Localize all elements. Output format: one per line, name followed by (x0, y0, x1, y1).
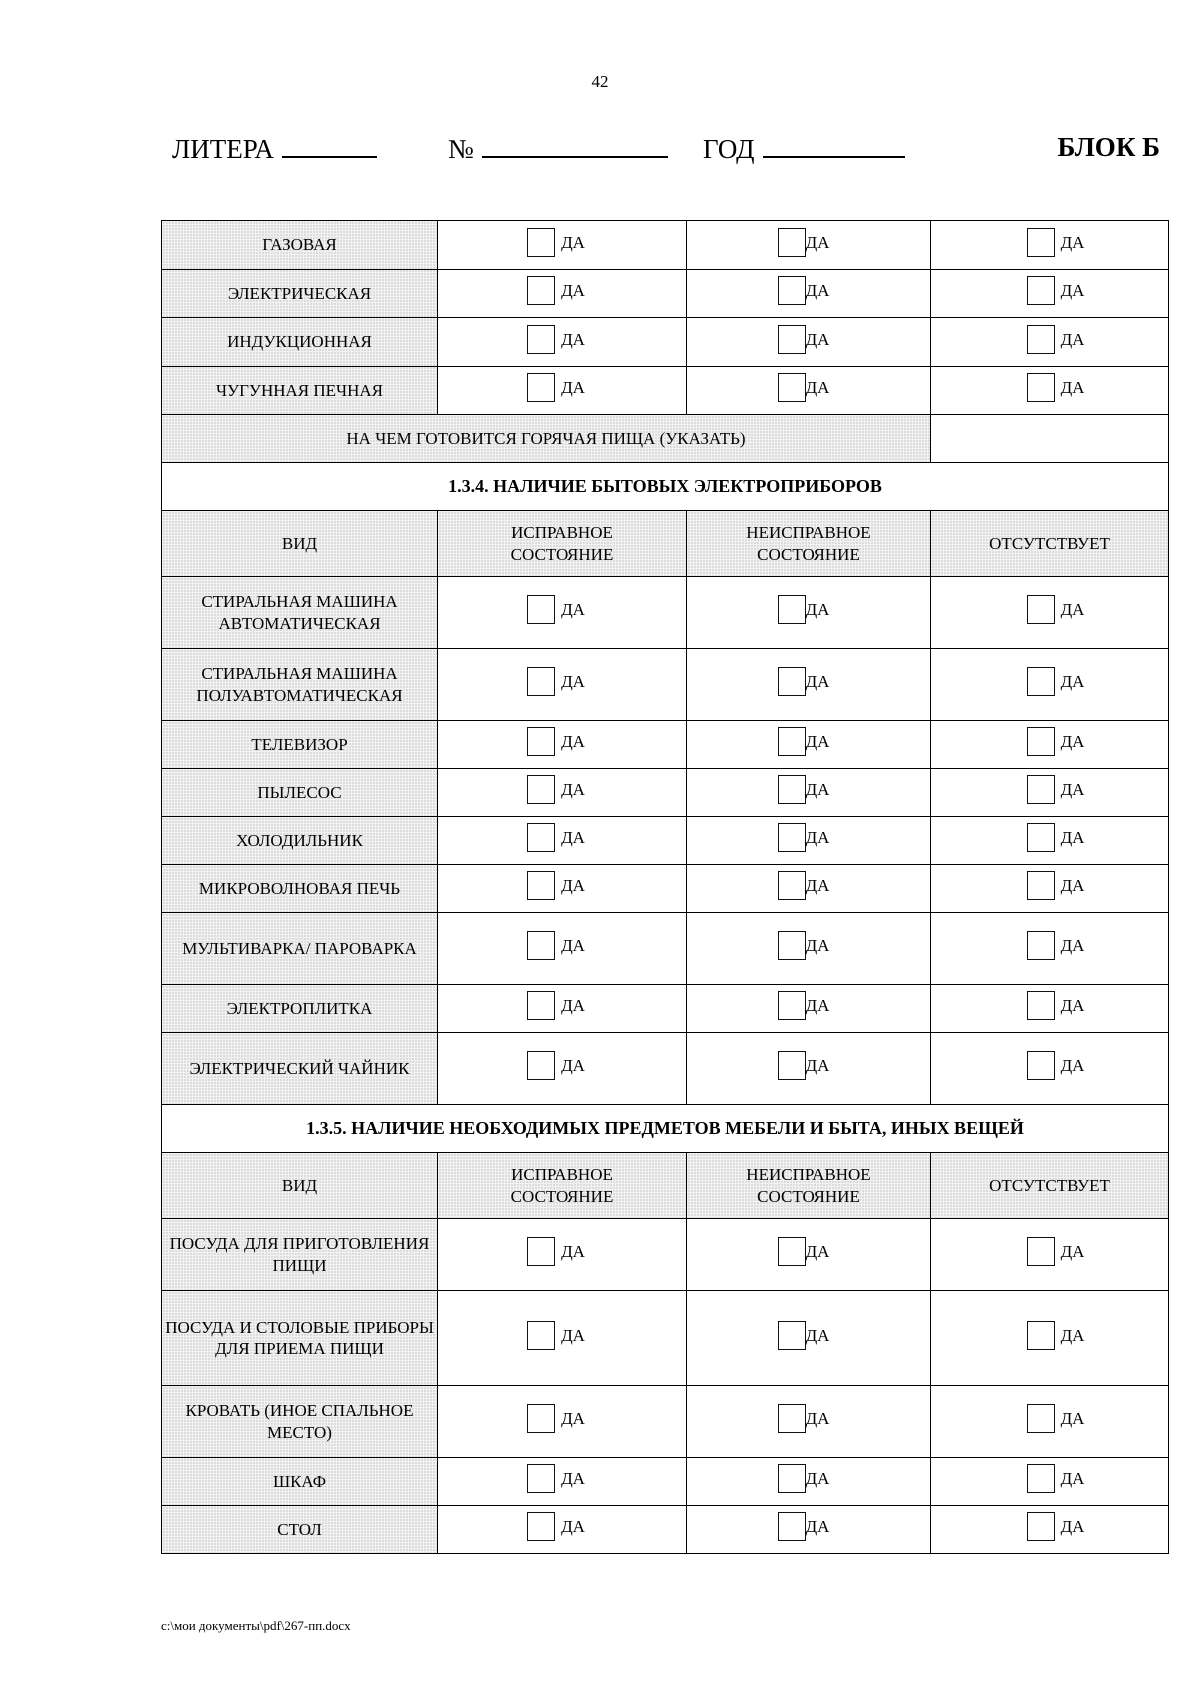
yes-checkbox[interactable] (1027, 1051, 1085, 1080)
table-row (162, 913, 1169, 985)
form-header (172, 132, 1172, 172)
table-row (162, 1458, 1169, 1506)
column-header-broken-line2: СОСТОЯНИЕ (757, 544, 860, 564)
yes-checkbox[interactable] (1027, 1237, 1085, 1266)
yes-label: ДА (805, 996, 830, 1016)
checkbox-square[interactable] (527, 228, 555, 257)
checkbox-square[interactable] (778, 727, 806, 756)
yes-label: ДА (805, 1056, 830, 1076)
inspection-form-table (161, 220, 1169, 1554)
checkbox-square[interactable] (527, 871, 555, 900)
column-header-working-line2: СОСТОЯНИЕ (510, 544, 614, 564)
yes-label: ДА (805, 378, 830, 397)
checkbox-square[interactable] (527, 931, 555, 960)
year-blank[interactable] (763, 132, 905, 158)
yes-label: ДА (561, 828, 585, 848)
checkbox-square[interactable] (1027, 325, 1055, 354)
broken-cell (687, 318, 931, 367)
table-row (162, 269, 1169, 318)
yes-checkbox[interactable] (778, 727, 830, 756)
yes-label: ДА (805, 732, 830, 752)
checkbox-square[interactable] (1027, 276, 1055, 305)
working-cell (438, 366, 687, 415)
yes-checkbox[interactable] (778, 1237, 830, 1266)
checkbox-square[interactable] (1027, 1051, 1055, 1080)
table-row (162, 985, 1169, 1033)
absent-cell (931, 1291, 1169, 1386)
broken-cell (687, 817, 931, 865)
table-row (162, 649, 1169, 721)
yes-label: ДА (561, 600, 585, 620)
yes-checkbox[interactable] (778, 1051, 830, 1080)
checkbox-square[interactable] (778, 667, 806, 696)
yes-checkbox[interactable] (778, 373, 830, 402)
yes-label: ДА (805, 1517, 830, 1537)
table-row (162, 221, 1169, 270)
yes-checkbox[interactable] (527, 1464, 585, 1493)
yes-checkbox[interactable] (527, 325, 585, 354)
yes-label: ДА (1060, 1056, 1085, 1076)
yes-label: ДА (561, 1056, 585, 1076)
yes-checkbox[interactable] (1027, 1404, 1085, 1433)
working-cell (438, 1033, 687, 1105)
checkbox-square[interactable] (778, 871, 806, 900)
litera-field (172, 132, 377, 165)
checkbox-square[interactable] (1027, 373, 1055, 402)
absent-cell (931, 1458, 1169, 1506)
table-row (162, 865, 1169, 913)
item-label: ХОЛОДИЛЬНИК (162, 817, 438, 865)
yes-checkbox[interactable] (778, 1404, 830, 1433)
checkbox-square[interactable] (1027, 667, 1055, 696)
item-label: ГАЗОВАЯ (162, 221, 438, 270)
checkbox-square[interactable] (778, 991, 806, 1020)
absent-cell (931, 269, 1169, 318)
checkbox-square[interactable] (527, 1404, 555, 1433)
broken-cell (687, 577, 931, 649)
yes-checkbox[interactable] (778, 1464, 830, 1493)
column-header-broken-line1: НЕИСПРАВНОЕ (746, 523, 871, 543)
yes-label: ДА (561, 672, 585, 692)
broken-cell (687, 1458, 931, 1506)
yes-checkbox[interactable] (527, 373, 585, 402)
yes-checkbox[interactable] (778, 931, 830, 960)
checkbox-square[interactable] (527, 373, 555, 402)
item-label: СТОЛ (162, 1506, 438, 1554)
yes-label: ДА (561, 378, 585, 397)
section-title: 1.3.5. НАЛИЧИЕ НЕОБХОДИМЫХ ПРЕДМЕТОВ МЕБЕЛИ И БЫТА, ИНЫХ ВЕЩЕЙ (162, 1105, 1169, 1153)
checkbox-square[interactable] (1027, 991, 1055, 1020)
yes-label: ДА (561, 329, 585, 349)
yes-checkbox[interactable] (1027, 276, 1085, 305)
yes-checkbox[interactable] (778, 667, 830, 696)
yes-label: ДА (805, 1325, 830, 1345)
working-cell (438, 318, 687, 367)
absent-cell (931, 1033, 1169, 1105)
litera-label: ЛИТЕРА (172, 134, 274, 164)
yes-label: ДА (1060, 996, 1085, 1016)
yes-label: ДА (561, 1242, 585, 1262)
checkbox-square[interactable] (778, 931, 806, 960)
yes-checkbox[interactable] (778, 1512, 830, 1541)
absent-cell (931, 221, 1169, 270)
checkbox-square[interactable] (1027, 1464, 1055, 1493)
broken-cell (687, 1033, 931, 1105)
broken-cell (687, 1506, 931, 1554)
working-cell (438, 1386, 687, 1458)
table-row (162, 1033, 1169, 1105)
absent-cell (931, 985, 1169, 1033)
table-row (162, 366, 1169, 415)
yes-label: ДА (1060, 732, 1085, 752)
working-cell (438, 1291, 687, 1386)
broken-cell (687, 769, 931, 817)
checkbox-square[interactable] (1027, 871, 1055, 900)
yes-checkbox[interactable] (1027, 228, 1085, 257)
working-cell (438, 985, 687, 1033)
yes-checkbox[interactable] (1027, 1464, 1085, 1493)
yes-checkbox[interactable] (527, 1051, 585, 1080)
number-label: № (448, 134, 474, 164)
absent-cell (931, 318, 1169, 367)
absent-cell (931, 817, 1169, 865)
form-body (162, 221, 1169, 1554)
yes-checkbox[interactable] (778, 325, 830, 354)
column-header-working (438, 511, 687, 577)
column-header-broken-line1: НЕИСПРАВНОЕ (746, 1165, 871, 1185)
checkbox-square[interactable] (527, 823, 555, 852)
yes-checkbox[interactable] (527, 823, 585, 852)
checkbox-square[interactable] (527, 991, 555, 1020)
item-label: МУЛЬТИВАРКА/ ПАРОВАРКА (162, 913, 438, 985)
yes-label: ДА (1060, 1325, 1085, 1345)
checkbox-square[interactable] (778, 1051, 806, 1080)
broken-cell (687, 649, 931, 721)
checkbox-square[interactable] (527, 325, 555, 354)
checkbox-square[interactable] (778, 823, 806, 852)
working-cell (438, 817, 687, 865)
absent-cell (931, 769, 1169, 817)
yes-checkbox[interactable] (778, 991, 830, 1020)
broken-cell (687, 1219, 931, 1291)
column-header-working (438, 1153, 687, 1219)
yes-checkbox[interactable] (778, 276, 830, 305)
yes-checkbox[interactable] (527, 727, 585, 756)
yes-label: ДА (1060, 1409, 1085, 1429)
table-row (162, 1386, 1169, 1458)
yes-label: ДА (561, 1409, 585, 1429)
broken-cell (687, 269, 931, 318)
broken-cell (687, 221, 931, 270)
section-134-title-row (162, 463, 1169, 511)
yes-checkbox[interactable] (527, 667, 585, 696)
checkbox-square[interactable] (527, 595, 555, 624)
yes-label: ДА (1060, 329, 1085, 349)
working-cell (438, 913, 687, 985)
footer-file-path: c:\мои документы\pdf\267-пп.docx (161, 1618, 351, 1633)
yes-label: ДА (561, 281, 585, 300)
yes-checkbox[interactable] (778, 595, 830, 624)
yes-label: ДА (1060, 600, 1085, 620)
yes-checkbox[interactable] (1027, 775, 1085, 804)
yes-checkbox[interactable] (527, 595, 585, 624)
block-label: БЛОК Б (1057, 132, 1160, 162)
absent-cell (931, 1506, 1169, 1554)
column-header-working-line1: ИСПРАВНОЕ (511, 1165, 613, 1185)
yes-checkbox[interactable] (1027, 871, 1085, 900)
column-header-broken (687, 511, 931, 577)
yes-label: ДА (561, 732, 585, 752)
yes-label: ДА (1060, 828, 1085, 848)
checkbox-square[interactable] (1027, 1237, 1055, 1266)
litera-blank[interactable] (282, 132, 377, 158)
checkbox-square[interactable] (1027, 595, 1055, 624)
absent-cell (931, 913, 1169, 985)
checkbox-square[interactable] (1027, 775, 1055, 804)
item-label: ИНДУКЦИОННАЯ (162, 318, 438, 367)
checkbox-square[interactable] (778, 1237, 806, 1266)
yes-label: ДА (1060, 672, 1085, 692)
column-header-row (162, 511, 1169, 577)
yes-checkbox[interactable] (778, 228, 830, 257)
checkbox-square[interactable] (1027, 1321, 1055, 1350)
working-cell (438, 269, 687, 318)
year-field (703, 132, 905, 165)
yes-label: ДА (1060, 1242, 1085, 1262)
hot-food-question: НА ЧЕМ ГОТОВИТСЯ ГОРЯЧАЯ ПИЩА (УКАЗАТЬ) (162, 415, 931, 463)
absent-cell (931, 1386, 1169, 1458)
yes-label: ДА (1060, 1469, 1085, 1489)
checkbox-square[interactable] (1027, 727, 1055, 756)
checkbox-square[interactable] (1027, 823, 1055, 852)
column-header-row (162, 1153, 1169, 1219)
number-blank[interactable] (482, 132, 668, 158)
yes-label: ДА (561, 1325, 585, 1345)
item-label: ЭЛЕКТРИЧЕСКАЯ (162, 269, 438, 318)
working-cell (438, 1458, 687, 1506)
yes-label: ДА (805, 672, 830, 692)
yes-checkbox[interactable] (527, 931, 585, 960)
yes-checkbox[interactable] (1027, 991, 1085, 1020)
yes-checkbox[interactable] (1027, 373, 1085, 402)
working-cell (438, 865, 687, 913)
item-label: ПЫЛЕСОС (162, 769, 438, 817)
yes-label: ДА (561, 996, 585, 1016)
broken-cell (687, 913, 931, 985)
yes-checkbox[interactable] (778, 871, 830, 900)
hot-food-row (162, 415, 1169, 463)
checkbox-square[interactable] (527, 1512, 555, 1541)
item-label: ПОСУДА И СТОЛОВЫЕ ПРИБОРЫ ДЛЯ ПРИЕМА ПИЩИ (162, 1291, 438, 1386)
absent-cell (931, 721, 1169, 769)
yes-checkbox[interactable] (1027, 727, 1085, 756)
table-row (162, 769, 1169, 817)
table-row (162, 817, 1169, 865)
working-cell (438, 649, 687, 721)
checkbox-square[interactable] (778, 1404, 806, 1433)
yes-checkbox[interactable] (1027, 325, 1085, 354)
checkbox-square[interactable] (778, 373, 806, 402)
checkbox-square[interactable] (527, 1237, 555, 1266)
working-cell (438, 769, 687, 817)
yes-label: ДА (805, 281, 830, 300)
checkbox-square[interactable] (778, 276, 806, 305)
yes-label: ДА (805, 876, 830, 896)
item-label: МИКРОВОЛНОВАЯ ПЕЧЬ (162, 865, 438, 913)
yes-label: ДА (1060, 378, 1085, 397)
checkbox-square[interactable] (1027, 1512, 1055, 1541)
yes-label: ДА (561, 232, 585, 252)
checkbox-square[interactable] (527, 775, 555, 804)
yes-label: ДА (805, 1409, 830, 1429)
column-header-type: ВИД (162, 1153, 438, 1219)
checkbox-square[interactable] (527, 1321, 555, 1350)
absent-cell (931, 865, 1169, 913)
checkbox-square[interactable] (527, 1464, 555, 1493)
yes-label: ДА (805, 780, 830, 800)
yes-label: ДА (805, 936, 830, 956)
yes-label: ДА (805, 828, 830, 848)
table-row (162, 577, 1169, 649)
broken-cell (687, 865, 931, 913)
yes-label: ДА (1060, 281, 1085, 300)
column-header-working-line1: ИСПРАВНОЕ (511, 523, 613, 543)
checkbox-square[interactable] (778, 1464, 806, 1493)
checkbox-square[interactable] (778, 1321, 806, 1350)
column-header-absent: ОТСУТСТВУЕТ (931, 1153, 1169, 1219)
column-header-type: ВИД (162, 511, 438, 577)
table-row (162, 1291, 1169, 1386)
yes-checkbox[interactable] (1027, 1321, 1085, 1350)
yes-label: ДА (1060, 1517, 1085, 1537)
yes-label: ДА (561, 876, 585, 896)
broken-cell (687, 985, 931, 1033)
yes-label: ДА (805, 1469, 830, 1489)
checkbox-square[interactable] (778, 595, 806, 624)
yes-checkbox[interactable] (527, 228, 585, 257)
hot-food-answer-field[interactable] (931, 415, 1169, 463)
column-header-broken-line2: СОСТОЯНИЕ (757, 1186, 860, 1206)
working-cell (438, 1219, 687, 1291)
absent-cell (931, 1219, 1169, 1291)
yes-label: ДА (805, 232, 830, 252)
checkbox-square[interactable] (778, 775, 806, 804)
yes-label: ДА (1060, 232, 1085, 252)
column-header-absent: ОТСУТСТВУЕТ (931, 511, 1169, 577)
column-header-broken (687, 1153, 931, 1219)
absent-cell (931, 366, 1169, 415)
item-label: СТИРАЛЬНАЯ МАШИНА ПОЛУАВТОМАТИЧЕСКАЯ (162, 649, 438, 721)
working-cell (438, 577, 687, 649)
yes-label: ДА (1060, 936, 1085, 956)
broken-cell (687, 721, 931, 769)
working-cell (438, 1506, 687, 1554)
table-row (162, 721, 1169, 769)
broken-cell (687, 366, 931, 415)
yes-checkbox[interactable] (527, 1512, 585, 1541)
section-title: 1.3.4. НАЛИЧИЕ БЫТОВЫХ ЭЛЕКТРОПРИБОРОВ (162, 463, 1169, 511)
section-135-title-row (162, 1105, 1169, 1153)
absent-cell (931, 649, 1169, 721)
checkbox-square[interactable] (527, 276, 555, 305)
checkbox-square[interactable] (527, 667, 555, 696)
yes-checkbox[interactable] (527, 1237, 585, 1266)
yes-checkbox[interactable] (527, 1321, 585, 1350)
yes-checkbox[interactable] (527, 775, 585, 804)
yes-label: ДА (561, 1469, 585, 1489)
yes-label: ДА (1060, 876, 1085, 896)
yes-checkbox[interactable] (527, 991, 585, 1020)
item-label: ТЕЛЕВИЗОР (162, 721, 438, 769)
checkbox-square[interactable] (778, 325, 806, 354)
item-label: ЭЛЕКТРИЧЕСКИЙ ЧАЙНИК (162, 1033, 438, 1105)
item-label: СТИРАЛЬНАЯ МАШИНА АВТОМАТИЧЕСКАЯ (162, 577, 438, 649)
table-row (162, 318, 1169, 367)
yes-checkbox[interactable] (527, 871, 585, 900)
yes-checkbox[interactable] (527, 276, 585, 305)
item-label: ЧУГУННАЯ ПЕЧНАЯ (162, 366, 438, 415)
yes-label: ДА (561, 1517, 585, 1537)
item-label: ЭЛЕКТРОПЛИТКА (162, 985, 438, 1033)
year-label: ГОД (703, 134, 755, 164)
table-row (162, 1219, 1169, 1291)
yes-checkbox[interactable] (1027, 931, 1085, 960)
checkbox-square[interactable] (527, 1051, 555, 1080)
yes-checkbox[interactable] (1027, 595, 1085, 624)
yes-label: ДА (805, 329, 830, 349)
yes-checkbox[interactable] (778, 823, 830, 852)
broken-cell (687, 1386, 931, 1458)
page-number: 42 (591, 72, 609, 91)
item-label: ПОСУДА ДЛЯ ПРИГОТОВЛЕНИЯ ПИЩИ (162, 1219, 438, 1291)
yes-label: ДА (561, 780, 585, 800)
yes-label: ДА (1060, 780, 1085, 800)
broken-cell (687, 1291, 931, 1386)
checkbox-square[interactable] (778, 1512, 806, 1541)
yes-checkbox[interactable] (527, 1404, 585, 1433)
yes-checkbox[interactable] (778, 775, 830, 804)
yes-checkbox[interactable] (1027, 667, 1085, 696)
yes-checkbox[interactable] (1027, 823, 1085, 852)
yes-checkbox[interactable] (1027, 1512, 1085, 1541)
checkbox-square[interactable] (1027, 228, 1055, 257)
working-cell (438, 721, 687, 769)
yes-label: ДА (805, 1242, 830, 1262)
table-row (162, 1506, 1169, 1554)
checkbox-square[interactable] (1027, 931, 1055, 960)
yes-checkbox[interactable] (778, 1321, 830, 1350)
item-label: КРОВАТЬ (ИНОЕ СПАЛЬНОЕ МЕСТО) (162, 1386, 438, 1458)
item-label: ШКАФ (162, 1458, 438, 1506)
checkbox-square[interactable] (1027, 1404, 1055, 1433)
absent-cell (931, 577, 1169, 649)
number-field (448, 132, 668, 165)
column-header-working-line2: СОСТОЯНИЕ (510, 1186, 614, 1206)
checkbox-square[interactable] (527, 727, 555, 756)
checkbox-square[interactable] (778, 228, 806, 257)
working-cell (438, 221, 687, 270)
yes-label: ДА (561, 936, 585, 956)
yes-label: ДА (805, 600, 830, 620)
